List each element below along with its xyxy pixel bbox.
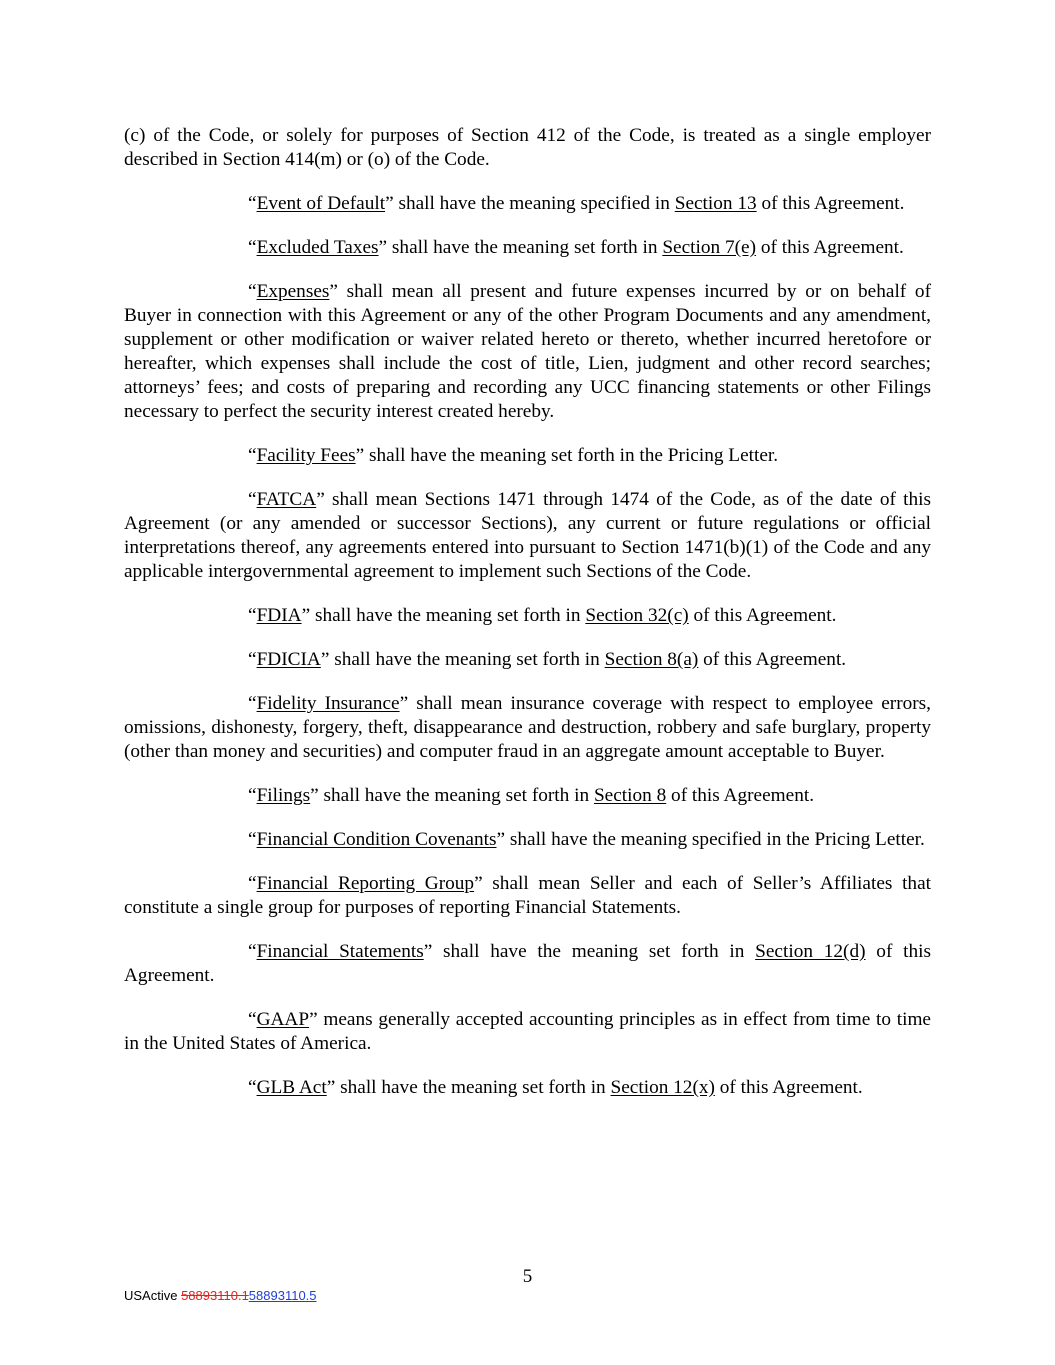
underlined-term: GLB Act [256, 1077, 327, 1098]
underlined-term: Financial Reporting Group [256, 873, 475, 894]
paragraph-text: “ [248, 941, 257, 962]
definition-paragraph [124, 444, 931, 468]
definition-paragraph [124, 604, 931, 628]
paragraph-text: “ [248, 281, 257, 302]
paragraph-text: ” shall have the meaning specified in the Pricing Letter. [496, 829, 925, 850]
paragraph-text: ” shall mean Seller and each of Seller’s Affiliates that constitute a single group for purposes of reporting Financial Statements. [124, 873, 931, 918]
underlined-term: GAAP [256, 1009, 310, 1030]
paragraph-text: ” shall have the meaning set forth in [301, 605, 586, 626]
definition-paragraph [124, 648, 931, 672]
paragraph-text: “ [248, 237, 257, 258]
paragraph-text: “ [248, 829, 257, 850]
paragraph-text: ” shall have the meaning set forth in [378, 237, 663, 258]
paragraph-text: “ [248, 1077, 257, 1098]
paragraph-text: of this Agreement. [124, 941, 932, 986]
underlined-term: Section 8 [593, 785, 667, 806]
paragraph-text: ” shall have the meaning set forth in [423, 941, 756, 962]
paragraph-text: “ [248, 445, 257, 466]
paragraph-text: “ [248, 1009, 257, 1030]
page-number: 5 [522, 1266, 533, 1287]
underlined-term: Section 12(x) [610, 1077, 715, 1098]
definition-paragraph [124, 1008, 931, 1056]
underlined-term: Fidelity Insurance [256, 693, 400, 714]
document-body [124, 124, 931, 1120]
definition-paragraph [124, 872, 931, 920]
paragraph-text: of this Agreement. [756, 193, 905, 214]
underlined-term: Section 13 [674, 193, 757, 214]
underlined-term: Section 8(a) [604, 649, 699, 670]
paragraph-text: ” shall have the meaning set forth in [326, 1077, 611, 1098]
definition-paragraph [124, 280, 931, 424]
paragraph-text: “ [248, 873, 257, 894]
underlined-term: Section 32(c) [585, 605, 689, 626]
underlined-term: Financial Condition Covenants [256, 829, 497, 850]
underlined-term: Filings [256, 785, 311, 806]
definition-paragraph [124, 192, 931, 216]
paragraph-text: ” shall have the meaning specified in [385, 193, 675, 214]
paragraph-text: ” means generally accepted accounting principles as in effect from time to time in the United States of America. [124, 1009, 931, 1054]
underlined-term: Section 7(e) [662, 237, 757, 258]
paragraph-text: ” shall mean Sections 1471 through 1474 of the Code, as of the date of this Agreement (or any amended or successor Sections), any current or future regulations or official interpretations thereof, any agreements entered into pursuant to Section 1471(b)(1) of the Code and any applicable intergovernmental agreement to implement such Sections of the Code. [124, 489, 931, 582]
continuation-paragraph [124, 124, 931, 172]
paragraph-text: ” shall mean all present and future expenses incurred by or on behalf of Buyer in connection with this Agreement or any of the other Program Documents and any amendment, supplement or other modification or waiver related hereto or thereto, whether incurred heretofore or hereafter, which expenses shall include the cost of title, Lien, judgment and other record searches; attorneys’ fees; and costs of preparing and recording any UCC financing statements or other Filings necessary to perfect the security interest created hereby. [124, 281, 931, 422]
definition-paragraph [124, 1076, 931, 1100]
underlined-term: FATCA [256, 489, 317, 510]
underlined-term: Section 12(d) [755, 941, 866, 962]
footer-inserted-doc-id: 58893110.5 [248, 1288, 317, 1303]
definition-paragraph [124, 488, 931, 584]
underlined-term: FDICIA [256, 649, 321, 670]
paragraph-text: of this Agreement. [666, 785, 815, 806]
paragraph-text: of this Agreement. [688, 605, 837, 626]
paragraph-text: “ [248, 605, 257, 626]
paragraph-text: (c) of the Code, or solely for purposes of Section 412 of the Code, is treated as a single employer described in Section 414(m) or (o) of the Code. [124, 125, 931, 170]
paragraph-text: of this Agreement. [714, 1077, 863, 1098]
underlined-term: Excluded Taxes [256, 237, 379, 258]
footer-prefix: USActive [124, 1288, 182, 1303]
paragraph-text: “ [248, 693, 257, 714]
underlined-term: Financial Statements [256, 941, 424, 962]
definition-paragraph [124, 784, 931, 808]
underlined-term: Facility Fees [256, 445, 356, 466]
definition-paragraph [124, 828, 931, 852]
paragraph-text: “ [248, 489, 257, 510]
definition-paragraph [124, 940, 931, 988]
paragraph-text: of this Agreement. [698, 649, 847, 670]
paragraph-text: “ [248, 785, 257, 806]
paragraph-text: ” shall have the meaning set forth in [320, 649, 605, 670]
footer-deleted-doc-id: 58893110.1 [181, 1288, 249, 1303]
underlined-term: Expenses [256, 281, 330, 302]
paragraph-text: ” shall have the meaning set forth in the Pricing Letter. [355, 445, 779, 466]
paragraph-text: ” shall have the meaning set forth in [310, 785, 594, 806]
paragraph-text: ” shall mean insurance coverage with respect to employee errors, omissions, dishonesty, forgery, theft, disappearance and destruction, robbery and safe burglary, property (other than money and securities) and computer fraud in an aggregate amount acceptable to Buyer. [124, 693, 931, 762]
definition-paragraph [124, 236, 931, 260]
paragraph-text: “ [248, 649, 257, 670]
paragraph-text: of this Agreement. [756, 237, 904, 258]
document-id-footer [124, 1288, 317, 1304]
underlined-term: FDIA [256, 605, 302, 626]
underlined-term: Event of Default [256, 193, 386, 214]
definition-paragraph [124, 692, 931, 764]
paragraph-text: “ [248, 193, 257, 214]
